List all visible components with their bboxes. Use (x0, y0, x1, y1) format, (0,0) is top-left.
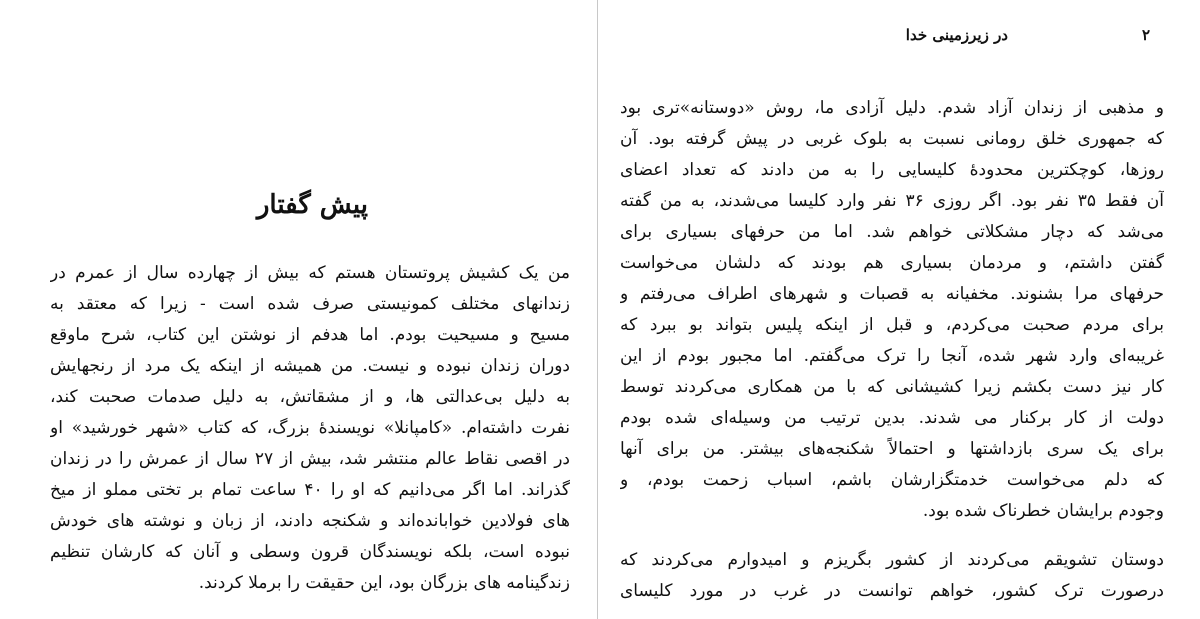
text-line: روزها، کوچکترین محدودهٔ کلیسایی را به من دادند که تعداد اعضای (620, 160, 1164, 180)
page-number: ۲ (1141, 26, 1150, 44)
text-line: حرفهای مرا بشنوند. مخفیانه به قصبات و شهرهای اطراف می‌رفتم و (620, 284, 1164, 304)
right-page-paragraph-1 (620, 93, 1164, 527)
text-line: کار نیز دست بکشم زیرا کشیشانی که با من همکاری می‌کردند توسط (620, 377, 1164, 397)
text-line: درصورت ترک کشور، خواهم توانست در غرب در مورد کلیسای (620, 581, 1164, 601)
text-line: آن فقط ۳۵ نفر بود. اگر روزی ۳۶ نفر وارد کلیسا می‌شدند، به من گفته (620, 191, 1164, 211)
text-line: نفرت داشته‌ام. «کامپانلا» نویسندهٔ بزرگ، که کتاب «شهر خورشید» او (50, 418, 570, 438)
text-line: برای مردم صحبت می‌کردم، و قبل از اینکه پلیس بتواند بو ببرد که (620, 315, 1164, 335)
left-page (0, 0, 598, 619)
text-line: نبوده است، بلکه نویسندگان قرون وسطی و آنان که کارشان تنظیم (50, 542, 570, 562)
right-page (598, 0, 1200, 619)
text-line: که جمهوری خلق رومانی نسبت به بلوک غربی در پیش گرفته بود. آن (620, 129, 1164, 149)
left-page-body (50, 258, 570, 599)
text-line: های فولادین خوابانده‌اند و شکنجه دادند، از زبان و نوشته های خودش (50, 511, 570, 531)
text-line: و مذهبی از زندان آزاد شدم. دلیل آزادی ما، روش «دوستانه»تری بود (620, 98, 1164, 118)
text-line: که دلم می‌خواست خدمتگزارشان باشم، اسباب زحمت بودم، و (620, 470, 1164, 490)
text-line: دوران زندان نبوده و نیست. من همیشه از اینکه یک مرد از رنجهایش (50, 356, 570, 376)
text-line: برای یک سری بازداشتها و احتمالاً شکنجه‌های بیشتر. من برای آنها (620, 439, 1164, 459)
text-line: به دلیل بی‌عدالتی ها، و از مشقاتش، به دلیل صدمات صحبت کند، (50, 387, 570, 407)
chapter-heading: پیش گفتار (256, 190, 368, 220)
text-line: وجودم برایشان خطرناک شده بود. (922, 501, 1164, 521)
text-line: من یک کشیش پروتستان هستم که بیش از چهارده سال از عمرم در (50, 263, 570, 283)
text-line: گذراند. اما اگر می‌دانیم که او را ۴۰ ساعت تمام بر تختی مملو از میخ (50, 480, 570, 500)
right-page-paragraph-2 (620, 545, 1164, 607)
running-head: در زیرزمینی خدا (905, 26, 1008, 44)
text-line: زندگینامه های بزرگان بود، این حقیقت را برملا کردند. (198, 573, 570, 593)
text-line: غریبه‌ای وارد شهر شده، آنجا را ترک می‌گفتم. اما مجبور بودم از این (620, 346, 1164, 366)
text-line: در اقصی نقاط عالم منتشر شد، بیش از ۲۷ سال از عمرش را در زندان (50, 449, 570, 469)
text-line: گفتن داشتم، و مردمان بسیاری هم بودند که دلشان می‌خواست (620, 253, 1164, 273)
text-line: دوستان تشویقم می‌کردند از کشور بگریزم و امیدوارم می‌کردند که (620, 550, 1164, 570)
text-line: زندانهای مختلف کمونیستی صرف شده است - زیرا که معتقد به (50, 294, 570, 314)
text-line: مسیح و مسیحیت بودم. اما هدفم از نوشتن این کتاب، شرح ماوقع (50, 325, 570, 345)
text-line: دولت از کار برکنار می شدند. بدین ترتیب من وسیله‌ای شده بودم (620, 408, 1164, 428)
text-line: می‌شد که دچار مشکلاتی خواهم شد. اما من حرفهای بسیاری برای (620, 222, 1164, 242)
